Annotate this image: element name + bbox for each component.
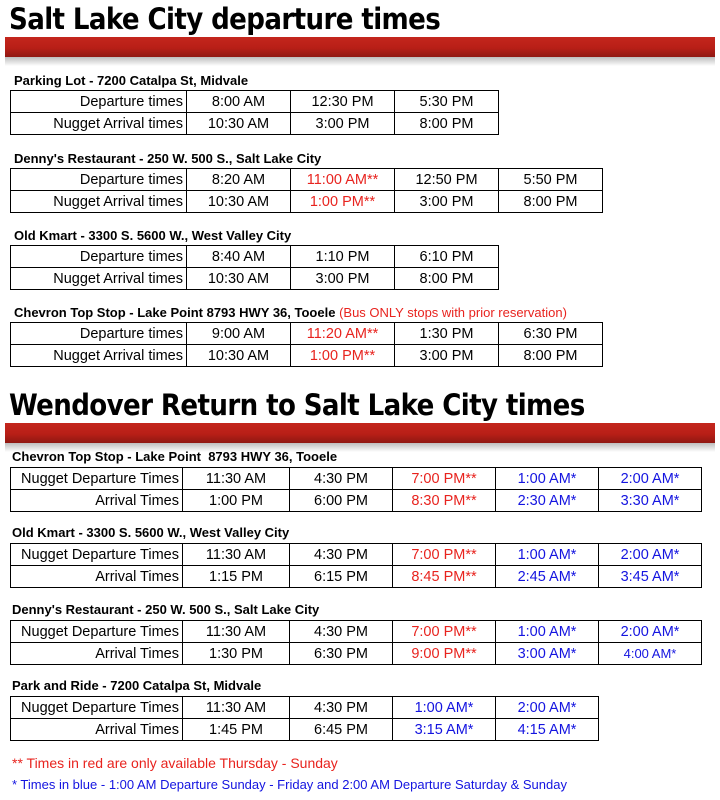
row-label-departure: Departure times <box>11 246 187 268</box>
time-cell: 5:30 PM <box>395 91 499 113</box>
time-cell: 1:00 PM <box>183 490 290 512</box>
return-table-park-and-ride <box>10 696 599 741</box>
legend-red-note: ** Times in red are only available Thursday - Sunday <box>12 755 338 771</box>
table-row <box>11 544 702 566</box>
time-cell-red: 7:00 PM** <box>393 468 496 490</box>
time-cell: 4:30 PM <box>290 468 393 490</box>
table-row <box>11 91 499 113</box>
departure-table-dennys <box>10 168 603 213</box>
table-row <box>11 323 603 345</box>
row-label-departure: Departure times <box>11 323 187 345</box>
time-cell: 12:30 PM <box>291 91 395 113</box>
time-cell: 6:30 PM <box>290 643 393 665</box>
time-cell: 1:15 PM <box>183 566 290 588</box>
time-cell-blue: 2:00 AM* <box>599 621 702 643</box>
row-label-arrival: Arrival Times <box>11 490 183 512</box>
departure-section-title: Salt Lake City departure times <box>9 2 441 36</box>
time-cell-blue: 1:00 AM* <box>496 468 599 490</box>
stop-label-chevron-lake-point: Chevron Top Stop - Lake Point 8793 HWY 36, Tooele (Bus ONLY stops with prior reservation) <box>14 305 567 320</box>
time-cell-blue: 3:00 AM* <box>496 643 599 665</box>
time-cell-blue: 2:00 AM* <box>599 468 702 490</box>
time-cell: 8:20 AM <box>187 169 291 191</box>
table-row <box>11 468 702 490</box>
time-cell: 8:00 PM <box>499 345 603 367</box>
departure-header-shadow <box>5 57 715 66</box>
time-cell-blue: 3:45 AM* <box>599 566 702 588</box>
return-header-bar <box>5 423 715 443</box>
stop-label-parking-lot-midvale: Parking Lot - 7200 Catalpa St, Midvale <box>14 73 249 88</box>
time-cell: 10:30 AM <box>187 113 291 135</box>
stop-label-old-kmart-wvc: Old Kmart - 3300 S. 5600 W., West Valley City <box>14 228 292 243</box>
return-stop-label-chevron: Chevron Top Stop - Lake Point 8793 HWY 36, Tooele <box>12 449 338 464</box>
time-cell-red: 7:00 PM** <box>393 621 496 643</box>
row-label-arrival: Arrival Times <box>11 566 183 588</box>
return-stop-label-dennys: Denny's Restaurant - 250 W. 500 S., Salt Lake City <box>12 602 320 617</box>
time-cell-blue: 3:30 AM* <box>599 490 702 512</box>
time-cell-blue: 4:15 AM* <box>496 719 599 741</box>
time-cell: 11:30 AM <box>183 468 290 490</box>
return-section-title: Wendover Return to Salt Lake City times <box>9 388 585 422</box>
time-cell: 1:45 PM <box>183 719 290 741</box>
time-cell-blue: 1:00 AM* <box>496 544 599 566</box>
time-cell: 11:30 AM <box>183 621 290 643</box>
time-cell: 3:00 PM <box>291 268 395 290</box>
table-row <box>11 191 603 213</box>
time-cell: 12:50 PM <box>395 169 499 191</box>
return-table-old-kmart <box>10 543 702 588</box>
table-row <box>11 566 702 588</box>
time-cell: 10:30 AM <box>187 345 291 367</box>
table-row <box>11 345 603 367</box>
table-row <box>11 169 603 191</box>
time-cell-blue: 2:00 AM* <box>496 697 599 719</box>
table-row <box>11 490 702 512</box>
time-cell-red: 8:45 PM** <box>393 566 496 588</box>
time-cell-red: 11:00 AM** <box>291 169 395 191</box>
time-cell: 4:30 PM <box>290 544 393 566</box>
row-label-nugget-departure: Nugget Departure Times <box>11 621 183 643</box>
row-label-arrival: Arrival Times <box>11 643 183 665</box>
time-cell-blue: 1:00 AM* <box>393 697 496 719</box>
reservation-note: (Bus ONLY stops with prior reservation) <box>339 305 567 320</box>
time-cell-red: 7:00 PM** <box>393 544 496 566</box>
row-label-arrival: Nugget Arrival times <box>11 113 187 135</box>
departure-header-bar <box>5 37 715 57</box>
time-cell: 11:30 AM <box>183 697 290 719</box>
departure-table-old-kmart <box>10 245 499 290</box>
row-label-arrival: Nugget Arrival times <box>11 345 187 367</box>
time-cell-blue: 2:00 AM* <box>599 544 702 566</box>
time-cell-red: 8:30 PM** <box>393 490 496 512</box>
time-cell: 3:00 PM <box>395 345 499 367</box>
time-cell: 8:00 PM <box>395 268 499 290</box>
legend-blue-note: * Times in blue - 1:00 AM Departure Sunday - Friday and 2:00 AM Departure Saturday & Sunday <box>12 777 567 792</box>
time-cell-red: 1:00 PM** <box>291 191 395 213</box>
time-cell: 10:30 AM <box>187 268 291 290</box>
time-cell-blue: 3:15 AM* <box>393 719 496 741</box>
departure-table-chevron <box>10 322 603 367</box>
row-label-nugget-departure: Nugget Departure Times <box>11 544 183 566</box>
time-cell: 5:50 PM <box>499 169 603 191</box>
time-cell: 11:30 AM <box>183 544 290 566</box>
time-cell: 1:30 PM <box>395 323 499 345</box>
row-label-arrival: Arrival Times <box>11 719 183 741</box>
time-cell: 8:40 AM <box>187 246 291 268</box>
time-cell: 8:00 AM <box>187 91 291 113</box>
time-cell-red: 9:00 PM** <box>393 643 496 665</box>
return-table-dennys <box>10 620 702 665</box>
departure-table-parking-lot <box>10 90 499 135</box>
time-cell: 6:10 PM <box>395 246 499 268</box>
time-cell: 8:00 PM <box>395 113 499 135</box>
time-cell: 1:30 PM <box>183 643 290 665</box>
return-table-chevron <box>10 467 702 512</box>
row-label-arrival: Nugget Arrival times <box>11 268 187 290</box>
time-cell: 8:00 PM <box>499 191 603 213</box>
table-row <box>11 697 599 719</box>
time-cell-blue: 1:00 AM* <box>496 621 599 643</box>
row-label-departure: Departure times <box>11 169 187 191</box>
row-label-nugget-departure: Nugget Departure Times <box>11 697 183 719</box>
return-stop-label-old-kmart: Old Kmart - 3300 S. 5600 W., West Valley City <box>12 525 290 540</box>
time-cell-blue: 2:45 AM* <box>496 566 599 588</box>
stop-label-dennys-slc: Denny's Restaurant - 250 W. 500 S., Salt Lake City <box>14 151 322 166</box>
table-row <box>11 246 499 268</box>
time-cell: 6:00 PM <box>290 490 393 512</box>
table-row <box>11 643 702 665</box>
time-cell: 3:00 PM <box>395 191 499 213</box>
time-cell-red: 1:00 PM** <box>291 345 395 367</box>
table-row <box>11 719 599 741</box>
row-label-arrival: Nugget Arrival times <box>11 191 187 213</box>
table-row <box>11 113 499 135</box>
row-label-nugget-departure: Nugget Departure Times <box>11 468 183 490</box>
time-cell: 1:10 PM <box>291 246 395 268</box>
time-cell-blue: 4:00 AM* <box>599 643 702 665</box>
time-cell: 6:15 PM <box>290 566 393 588</box>
time-cell-red: 11:20 AM** <box>291 323 395 345</box>
row-label-departure: Departure times <box>11 91 187 113</box>
time-cell: 4:30 PM <box>290 621 393 643</box>
time-cell: 6:30 PM <box>499 323 603 345</box>
time-cell: 10:30 AM <box>187 191 291 213</box>
table-row <box>11 621 702 643</box>
time-cell: 9:00 AM <box>187 323 291 345</box>
return-stop-label-park-and-ride: Park and Ride - 7200 Catalpa St, Midvale <box>12 678 262 693</box>
time-cell: 4:30 PM <box>290 697 393 719</box>
time-cell: 6:45 PM <box>290 719 393 741</box>
table-row <box>11 268 499 290</box>
time-cell-blue: 2:30 AM* <box>496 490 599 512</box>
time-cell: 3:00 PM <box>291 113 395 135</box>
